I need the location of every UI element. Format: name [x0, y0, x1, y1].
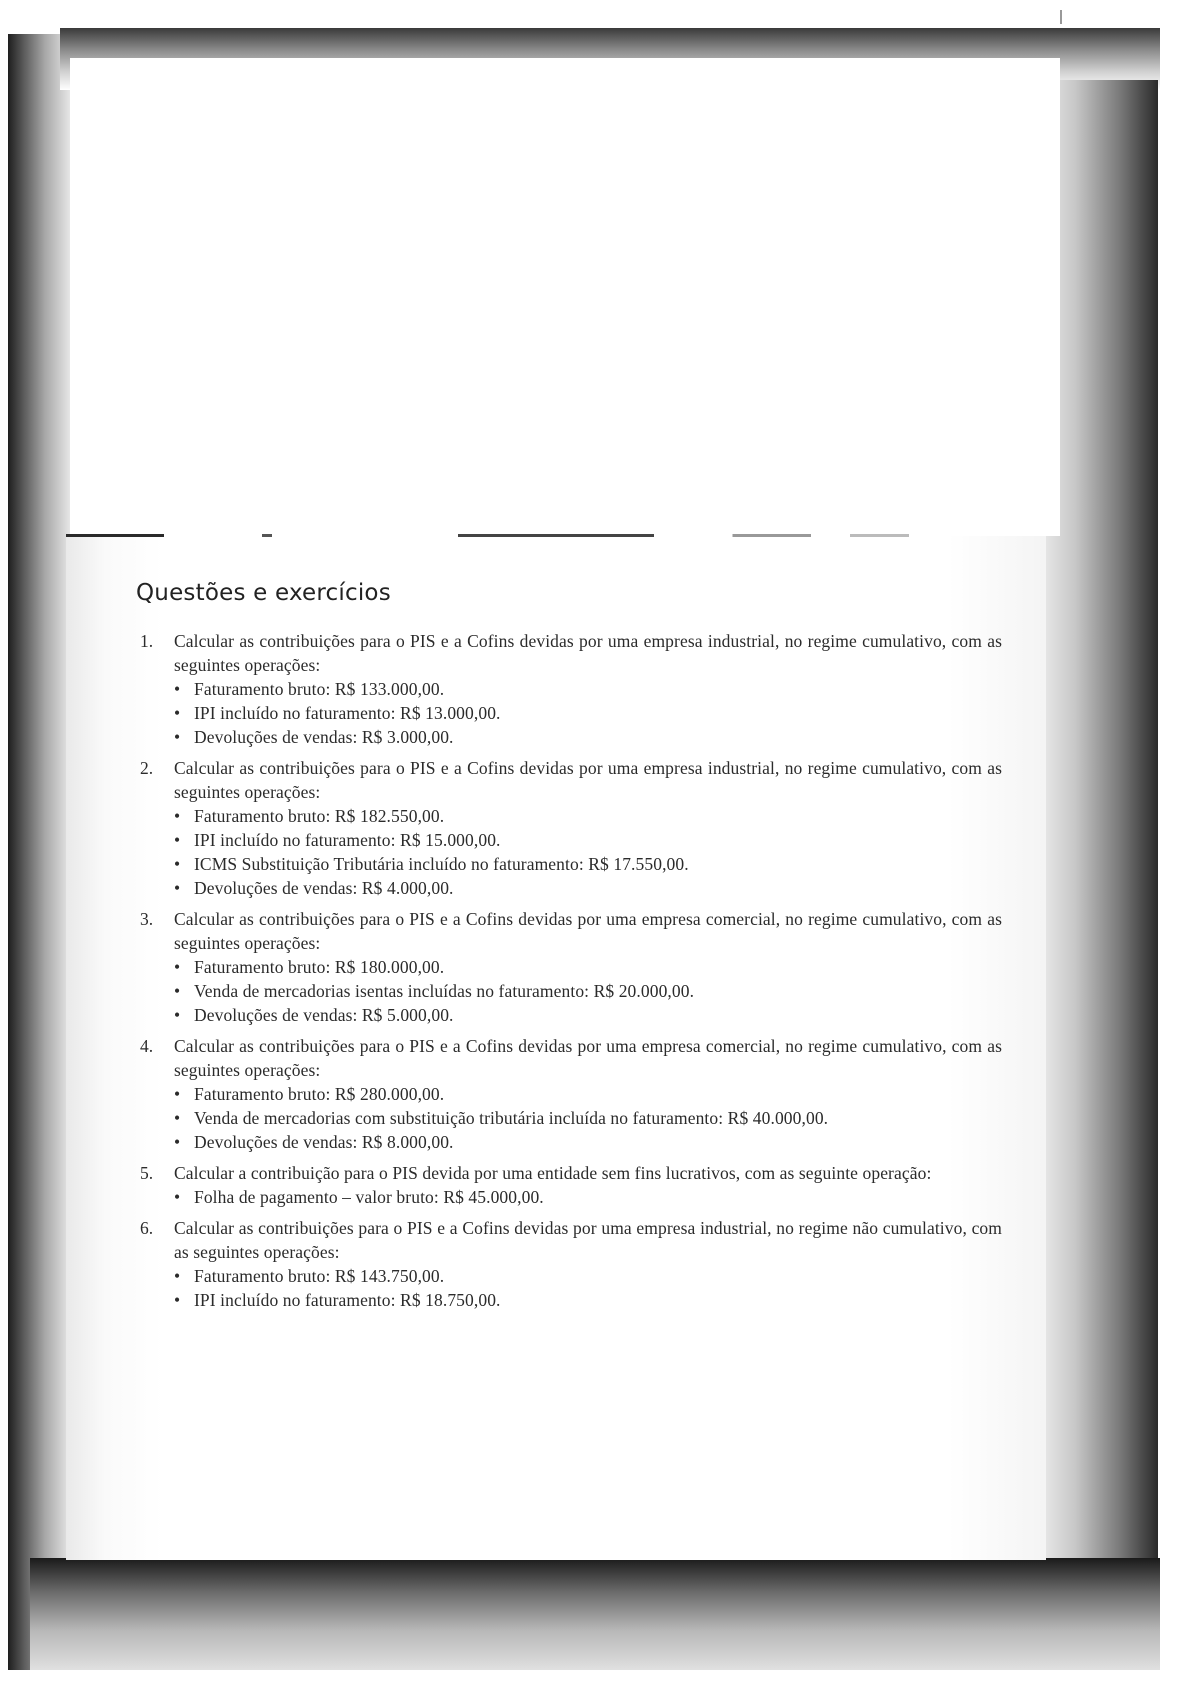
- operation-text: Faturamento bruto: R$ 143.750,00.: [194, 1266, 445, 1286]
- scan-left-edge: [8, 34, 70, 1670]
- operation-text: Folha de pagamento – valor bruto: R$ 45.000,00.: [194, 1187, 544, 1207]
- operation-item: [174, 677, 1002, 701]
- operation-list: [174, 804, 1002, 900]
- page-fold-line: [66, 534, 1046, 537]
- operation-text: IPI incluído no faturamento: R$ 15.000,00.: [194, 830, 501, 850]
- bullet-icon: •: [174, 679, 181, 699]
- bullet-icon: •: [174, 957, 181, 977]
- operation-item: [174, 1288, 1002, 1312]
- operation-item: [174, 725, 1002, 749]
- operation-item: [174, 1003, 1002, 1027]
- operation-list: [174, 1082, 1002, 1154]
- operation-item: [174, 876, 1002, 900]
- operation-item: [174, 701, 1002, 725]
- exercise-statement: Calcular as contribuições para o PIS e a Cofins devidas por uma empresa comercial, no regime cumulativo, com as seguintes operações:: [174, 1036, 1002, 1080]
- exercise-statement: Calcular as contribuições para o PIS e a Cofins devidas por uma empresa comercial, no regime cumulativo, com as seguintes operações:: [174, 909, 1002, 953]
- operation-list: [174, 677, 1002, 749]
- exercise-statement: Calcular a contribuição para o PIS devida por uma entidade sem fins lucrativos, com as seguinte operação:: [174, 1163, 932, 1183]
- exercise-3: [132, 907, 1002, 1027]
- bullet-icon: •: [174, 1187, 181, 1207]
- bullet-icon: •: [174, 1266, 181, 1286]
- bullet-icon: •: [174, 703, 181, 723]
- exercise-6: [132, 1216, 1002, 1312]
- operation-item: [174, 979, 1002, 1003]
- operation-item: [174, 828, 1002, 852]
- exercise-number: 3.: [140, 909, 154, 929]
- operation-list: [174, 1264, 1002, 1312]
- operation-text: IPI incluído no faturamento: R$ 18.750,00.: [194, 1290, 501, 1310]
- exercise-number: 4.: [140, 1036, 154, 1056]
- operation-list: [174, 955, 1002, 1027]
- exercise-4: [132, 1034, 1002, 1154]
- operation-text: Devoluções de vendas: R$ 8.000,00.: [194, 1132, 454, 1152]
- bullet-icon: •: [174, 727, 181, 747]
- exercise-number: 6.: [140, 1218, 154, 1238]
- operation-text: Faturamento bruto: R$ 133.000,00.: [194, 679, 445, 699]
- operation-item: [174, 1106, 1002, 1130]
- operation-text: Faturamento bruto: R$ 280.000,00.: [194, 1084, 445, 1104]
- bullet-icon: •: [174, 878, 181, 898]
- operation-item: [174, 955, 1002, 979]
- operation-item: [174, 1185, 1002, 1209]
- operation-text: Devoluções de vendas: R$ 4.000,00.: [194, 878, 454, 898]
- exercise-statement: Calcular as contribuições para o PIS e a Cofins devidas por uma empresa industrial, no regime cumulativo, com as seguintes operações:: [174, 631, 1002, 675]
- bullet-icon: •: [174, 1084, 181, 1104]
- blank-upper-page: [70, 58, 1060, 536]
- operation-item: [174, 1130, 1002, 1154]
- operation-text: ICMS Substituição Tributária incluído no faturamento: R$ 17.550,00.: [194, 854, 689, 874]
- operation-text: Venda de mercadorias isentas incluídas no faturamento: R$ 20.000,00.: [194, 981, 695, 1001]
- bullet-icon: •: [174, 830, 181, 850]
- bullet-icon: •: [174, 981, 181, 1001]
- bullet-icon: •: [174, 1108, 181, 1128]
- bullet-icon: •: [174, 854, 181, 874]
- bullet-icon: •: [174, 1132, 181, 1152]
- operation-text: Faturamento bruto: R$ 182.550,00.: [194, 806, 445, 826]
- exercise-statement: Calcular as contribuições para o PIS e a Cofins devidas por uma empresa industrial, no regime não cumulativo, com as seguintes operações:: [174, 1218, 1002, 1262]
- scan-speck: [1060, 10, 1062, 24]
- operation-item: [174, 1082, 1002, 1106]
- section-heading: Questões e exercícios: [136, 580, 391, 606]
- exercise-number: 5.: [140, 1163, 154, 1183]
- operation-text: IPI incluído no faturamento: R$ 13.000,00.: [194, 703, 501, 723]
- exercise-1: [132, 629, 1002, 749]
- exercise-number: 1.: [140, 631, 154, 651]
- operation-item: [174, 804, 1002, 828]
- bullet-icon: •: [174, 806, 181, 826]
- exercise-number: 2.: [140, 758, 154, 778]
- exercise-5: [132, 1161, 1002, 1209]
- exercise-section: [132, 580, 1002, 1319]
- operation-text: Devoluções de vendas: R$ 3.000,00.: [194, 727, 454, 747]
- scan-bottom-edge: [30, 1558, 1160, 1670]
- operation-text: Faturamento bruto: R$ 180.000,00.: [194, 957, 445, 977]
- exercise-statement: Calcular as contribuições para o PIS e a Cofins devidas por uma empresa industrial, no regime cumulativo, com as seguintes operações:: [174, 758, 1002, 802]
- operation-list: [174, 1185, 1002, 1209]
- operation-item: [174, 852, 1002, 876]
- bullet-icon: •: [174, 1290, 181, 1310]
- operation-text: Venda de mercadorias com substituição tributária incluída no faturamento: R$ 40.000,00.: [194, 1108, 829, 1128]
- exercise-2: [132, 756, 1002, 900]
- operation-item: [174, 1264, 1002, 1288]
- operation-text: Devoluções de vendas: R$ 5.000,00.: [194, 1005, 454, 1025]
- bullet-icon: •: [174, 1005, 181, 1025]
